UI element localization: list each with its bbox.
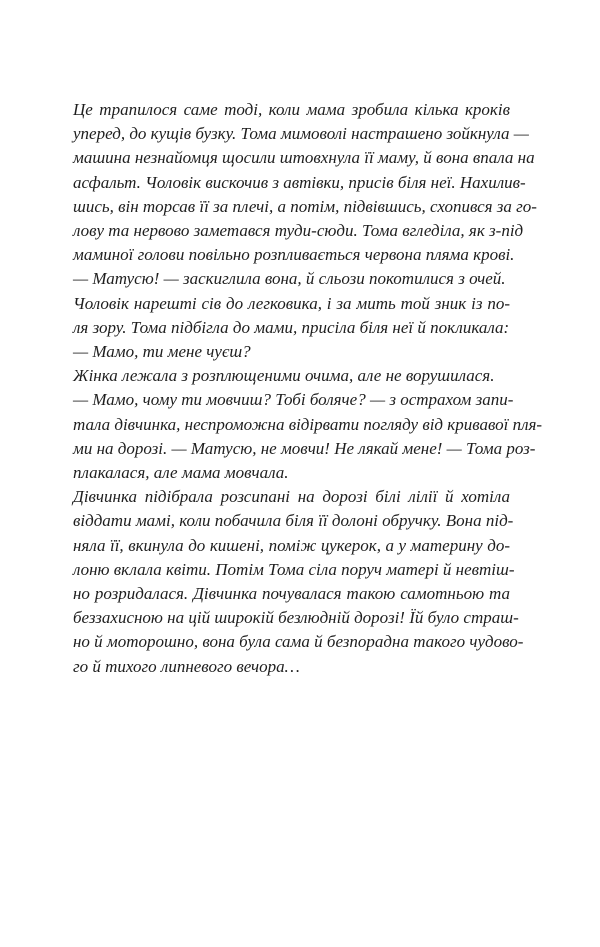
text-line: лову та нервово заметався туди-сюди. Тома вгледіла, як з-під <box>73 221 524 241</box>
text-line: Чоловік нарешті сів до легковика, і за мить той зник із по- <box>73 293 510 313</box>
paragraph <box>73 364 510 388</box>
text-line: Це трапилося саме тоді, коли мама зробила кілька кроків <box>73 100 510 119</box>
text-line: віддати мамі, коли побачила біля її долоні обручку. Вона під- <box>73 511 514 531</box>
text-line: уперед, до кущів бузку. Тома мимоволі настрашено зойкнула — <box>73 124 529 144</box>
text-line: но розридалася. Дівчинка почувалася такою самотньою та <box>73 584 510 604</box>
text-line: тала дівчинка, неспроможна відірвати погляду від кривавої пля- <box>73 414 543 434</box>
paragraph <box>73 340 510 364</box>
paragraph <box>73 292 510 340</box>
paragraph <box>73 98 537 267</box>
text-line: маминої голови повільно розпливається червона пляма крові. <box>73 245 515 265</box>
text-line: — Мамо, чому ти мовчиш? Тобі боляче? — з острахом запи- <box>73 390 514 410</box>
text-line: асфальт. Чоловік вискочив з автівки, присів біля неї. Нахилив- <box>73 172 526 192</box>
paragraph <box>73 267 510 291</box>
text-line: Жінка лежала з розплющеними очима, але не ворушилася. <box>73 366 495 386</box>
text-line: но й моторошно, вона була сама й безпорадна такого чудово- <box>73 632 524 652</box>
text-line: ми на дорозі. — Матусю, не мовчи! Не лякай мене! — Тома роз- <box>73 438 536 458</box>
text-line: лоню вклала квіти. Потім Тома сіла поруч матері й невтіш- <box>73 559 515 579</box>
text-line: плакалася, але мама мовчала. <box>73 463 289 483</box>
text-line: няла її, вкинула до кишені, поміж цукерок, а у материну до- <box>73 535 510 555</box>
text-line: — Матусю! — заскиглила вона, й сльози покотилися з очей. <box>73 269 506 289</box>
text-line: Дівчинка підібрала розсипані на дорозі білі лілії й хотіла <box>73 487 510 507</box>
body-text <box>73 98 543 679</box>
text-line: машина незнайомця щосили штовхнула її маму, й вона впала на <box>73 148 535 168</box>
text-line: го й тихого липневого вечора… <box>73 656 300 676</box>
paragraph <box>73 388 543 485</box>
text-line: — Мамо, ти мене чуєш? <box>73 342 251 362</box>
text-line: ля зору. Тома підбігла до мами, присіла біля неї й покликала: <box>73 317 510 337</box>
text-line: шись, він торсав її за плечі, а потім, підвівшись, схопився за го- <box>73 196 537 216</box>
text-line: беззахисною на цій широкій безлюдній дорозі! Їй було страш- <box>73 608 519 628</box>
paragraph <box>73 485 524 679</box>
